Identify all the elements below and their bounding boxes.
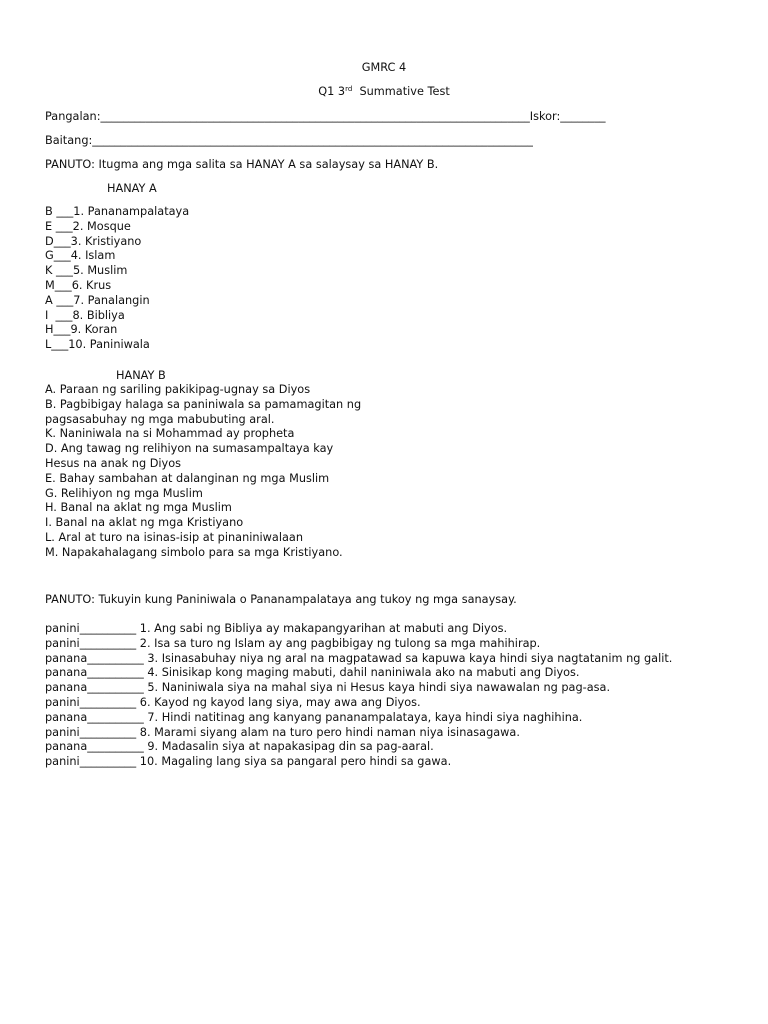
test-title-superscript: rd — [345, 85, 353, 93]
part2-item: panana__________ 7. Hindi natitinag ang kanyang pananampalataya, kaya hindi siya naghihina. — [45, 710, 583, 724]
test-title-suffix: Summative Test — [352, 85, 450, 98]
part2-item: panini__________ 8. Marami siyang alam na turo pero hindi naman niya isinasagawa. — [45, 725, 520, 739]
hanay-b-item: K. Naniniwala na si Mohammad ay propheta — [45, 427, 295, 441]
hanay-b-item: G. Relihiyon ng mga Muslim — [45, 486, 203, 500]
part1-instruction: PANUTO: Itugma ang mga salita sa HANAY A sa salaysay sa HANAY B. — [45, 158, 439, 171]
hanay-b-item: I. Banal na aklat ng mga Kristiyano — [45, 516, 244, 530]
hanay-a-item: K ___5. Muslim — [45, 264, 128, 278]
part2-item: panana__________ 3. Isinasabuhay niya ng aral na magpatawad sa kapuwa kaya hindi siya nagtatanim ng galit. — [45, 651, 673, 665]
part2-list — [45, 622, 672, 770]
hanay-b-item: M. Napakahalagang simbolo para sa mga Kristiyano. — [45, 545, 343, 559]
part2-item: panana__________ 4. Sinisikap kong maging mabuti, dahil naniniwala ako na mabuti ang Diyos. — [45, 666, 580, 680]
part2-item: panana__________ 9. Madasalin siya at napakasipag din sa pag-aaral. — [45, 740, 434, 754]
name-score-line: Pangalan:____________________________________________________________________________Iskor:________ — [45, 110, 606, 123]
part2-item: panana__________ 5. Naniniwala siya na mahal siya ni Hesus kaya hindi siya nawawalan ng pag-asa. — [45, 681, 611, 695]
hanay-a-item: A ___7. Panalangin — [45, 293, 150, 307]
part2-instruction: PANUTO: Tukuyin kung Paniniwala o Pananampalataya ang tukoy ng mga sanaysay. — [45, 593, 517, 606]
hanay-b-title: HANAY B — [116, 369, 166, 382]
hanay-b-item: L. Aral at turo na isinas-isip at pinaniniwalaan — [45, 530, 303, 544]
hanay-a-item: G___4. Islam — [45, 249, 116, 263]
hanay-b-item: pagsasabuhay ng mga mabubuting aral. — [45, 412, 275, 426]
test-title — [0, 84, 768, 99]
test-title-prefix: Q1 3 — [318, 85, 346, 98]
hanay-a-item: D___3. Kristiyano — [45, 234, 142, 248]
subject-text: GMRC 4 — [361, 61, 407, 74]
hanay-b-list — [45, 383, 361, 561]
hanay-a-list — [45, 205, 189, 353]
hanay-a-item: B ___1. Pananampalataya — [45, 205, 190, 218]
hanay-a-item: L___10. Paniniwala — [45, 338, 150, 352]
hanay-a-item: H___9. Koran — [45, 323, 118, 337]
hanay-a-item: M___6. Krus — [45, 278, 112, 292]
hanay-a-item: E ___2. Mosque — [45, 219, 131, 233]
part2-item: panini__________ 1. Ang sabi ng Bibliya ay makapangyarihan at mabuti ang Diyos. — [45, 622, 508, 635]
part2-item: panini__________ 10. Magaling lang siya sa pangaral pero hindi sa gawa. — [45, 755, 452, 769]
hanay-b-item: E. Bahay sambahan at dalanginan ng mga Muslim — [45, 471, 330, 485]
hanay-b-item: D. Ang tawag ng relihiyon na sumasampaltaya kay — [45, 442, 334, 456]
hanay-b-item: H. Banal na aklat ng mga Muslim — [45, 501, 232, 515]
hanay-b-item: Hesus na anak ng Diyos — [45, 456, 182, 470]
hanay-b-item: A. Paraan ng sariling pakikipag-ugnay sa Diyos — [45, 383, 311, 396]
part2-item: panini__________ 6. Kayod ng kayod lang siya, may awa ang Diyos. — [45, 695, 421, 709]
hanay-a-item: I ___8. Bibliya — [45, 308, 125, 322]
part2-item: panini__________ 2. Isa sa turo ng Islam ay ang pagbibigay ng tulong sa mga mahihirap. — [45, 636, 541, 650]
subject-title — [0, 60, 768, 75]
hanay-a-title: HANAY A — [107, 182, 157, 195]
hanay-b-item: B. Pagbibigay halaga sa paniniwala sa pamamagitan ng — [45, 397, 362, 411]
grade-line: Baitang:______________________________________________________________________________ — [45, 134, 533, 147]
